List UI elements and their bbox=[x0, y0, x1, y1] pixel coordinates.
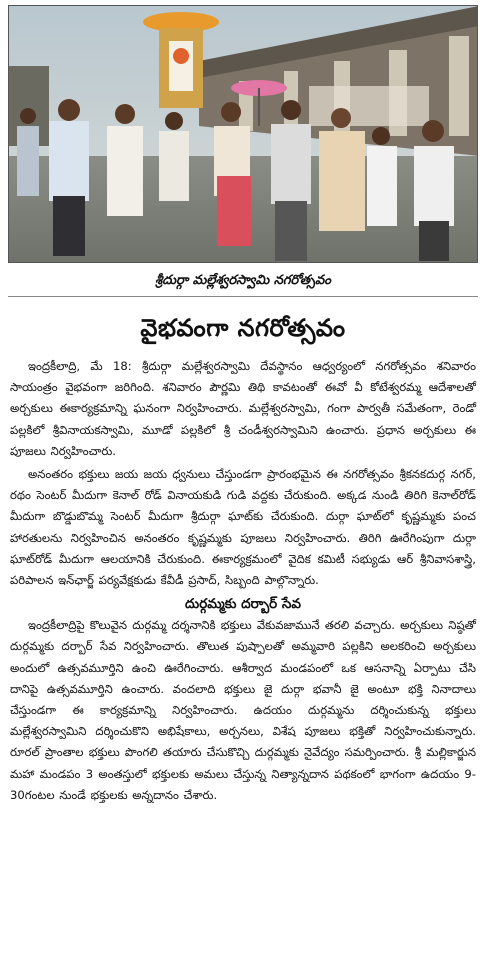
article-paragraph-3: ఇంద్రకీలాద్రిపై కొలువైన దుర్గమ్మ దర్శనానికి భక్తులు వేకువజామునే తరలి వచ్చారు. అర్చకులు నిష్ఠతో దుర్గమ్మకు దర్బార్ సేవ నిర్వహించారు. తొలుత పుష్పాలతో అమ్మవారి పల్లకిని అలకరించి అర్చకులు అందులో ఉత్సవమూర్తిని ఉంచి ఊరేగించారు. ఆశీర్వాద మండపంలో ఒక ఆసనాన్ని ఏర్పాటు చేసి దానిపై ఉత్సవమూర్తిని ఉంచారు. వందలాది భక్తులు జై దుర్గా భవానీ జై అంటూ భక్తి నినాదాలు చేస్తుండగా ఈ కార్యక్రమాన్ని నిర్వహించారు. ఉదయం దుర్గమ్మను దర్శించుకున్న భక్తులు మల్లేశ్వరస్వామిని దర్శించుకొని అభిషేకాలు, అర్చనలు, విశేష పూజలు భక్తితో నిర్వహించుకున్నారు. రూరల్ ప్రాంతాల భక్తులు పొంగలి తయారు చేసుకొచ్చి దుర్గమ్మకు నైవేద్యం సమర్పించారు. శ్రీ మల్లికార్జున మహా మండపం 3 అంతస్తులో భక్తులకు అమలు చేస్తున్న నిత్యాన్నదాన పథకంలో భాగంగా ఉదయం 9-30గంటల నుండే భక్తులకు అన్నదానం చేశారు. bbox=[10, 618, 476, 802]
article-paragraph-1: ఇంద్రకీలాద్రి, మే 18: శ్రీదుర్గా మల్లేశ్వరస్వామి దేవస్థానం ఆధ్వర్యంలో నగరోత్సవం శనివారం సాయంత్రం వైభవంగా జరిగింది. శనివారం పౌర్ణమి తిథి కావటంతో ఈవో వీ కోటేశ్వరమ్మ ఆదేశాలతో అర్చకులు ఈకార్యక్రమాన్ని ఘనంగా నిర్వహించారు. మల్లేశ్వరస్వామి, గంగా పార్వతీ సమేతంగా, రెండో పల్లకిలో శ్రీవినాయకస్వామి, మూడో పల్లకిలో శ్రీ చండీశ్వరస్వామిని ఉంచారు. ప్రధాన అర్చకులు ఈ పూజలు నిర్వహించారు. bbox=[10, 359, 476, 458]
article-paragraph-2: అనంతరం భక్తులు జయ జయ ధ్వనులు చేస్తుండగా ప్రారంభమైన ఈ నగరోత్సవం శ్రీకనకదుర్గ నగర్, రథం సెంటర్ మీదుగా కెనాల్ రోడ్ వినాయకుడి గుడి వద్దకు చేరుకుంది. అక్కడ నుండి తిరిగి కెనాల్‌రోడ్ మీదుగా బొడ్డుబొమ్మ సెంటర్ మీదుగా శ్రీదుర్గా ఘాట్‌కు చేరుకుంది. దుర్గా ఘాట్‌లో కృష్ణమ్మకు పంచ హారతులను నిర్వహించిన అనంతరం కృష్ణమ్మకు పూజలు నిర్వహించారు. తిరిగి ఊరేగింపుగా దుర్గా ఘాట్‌రోడ్ మీదుగా ఆలయానికి చేరుకుంది. ఈకార్యక్రమంలో వైదిక కమిటీ సభ్యుడు ఆర్ శ్రీనివాసశాస్త్రి, పరిపాలన ఇన్‌ఛార్జ్ పర్యవేక్షకుడు కేవీడీ ప్రసాద్, సిబ్బంది పాల్గొన్నారు. bbox=[10, 467, 476, 588]
article-body bbox=[10, 356, 476, 806]
procession-photo bbox=[8, 5, 478, 263]
article-headline: వైభవంగా నగరోత్సవం bbox=[140, 314, 346, 342]
photo-caption: శ్రీదుర్గా మల్లేశ్వరస్వామి నగరోత్సవం bbox=[8, 266, 478, 297]
article-subheading: దుర్గమ్మకు దర్బార్ సేవ bbox=[185, 596, 301, 613]
procession-photo-illustration bbox=[9, 6, 478, 263]
